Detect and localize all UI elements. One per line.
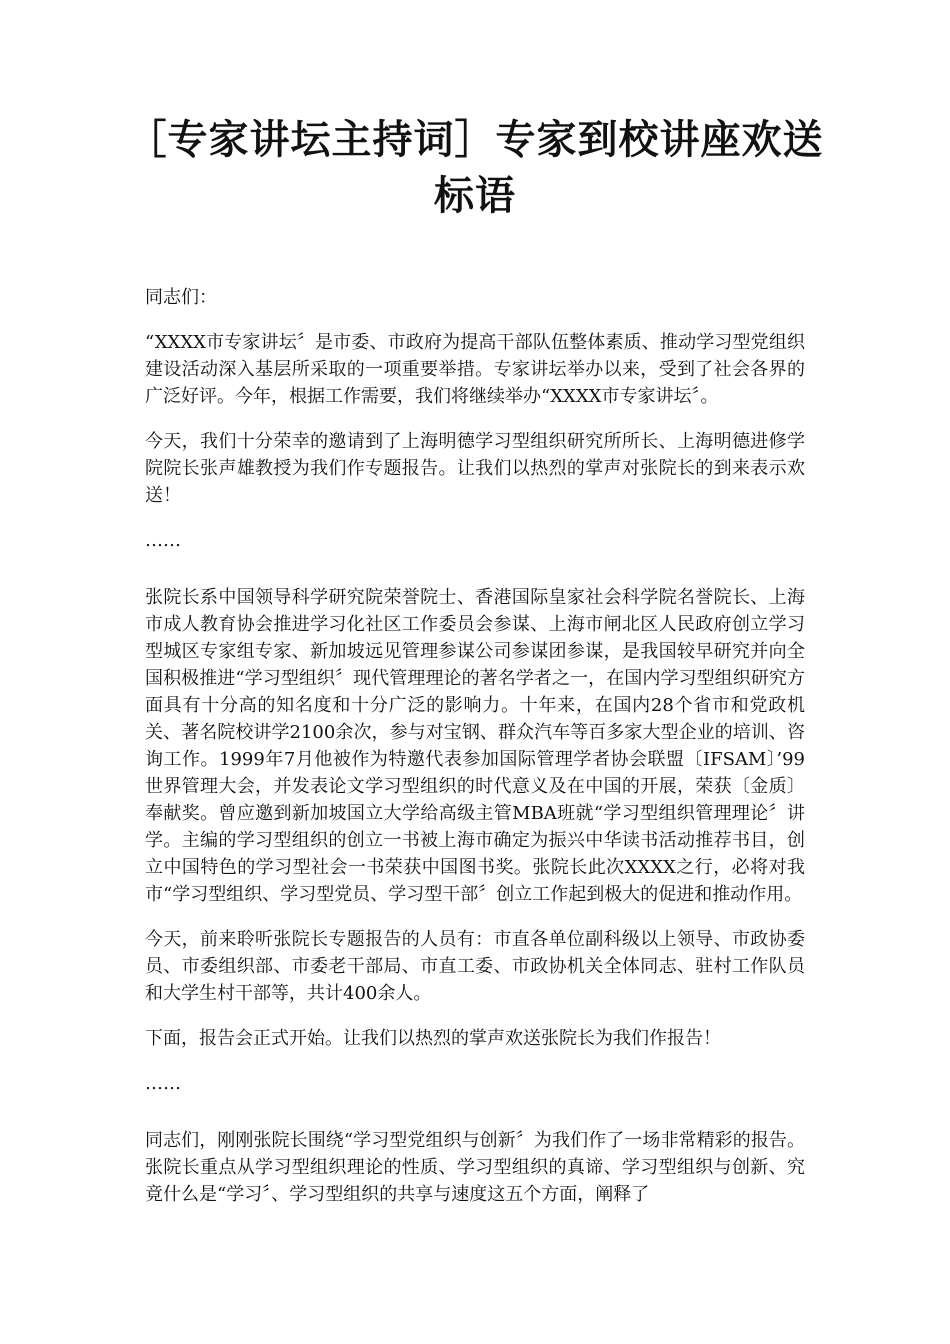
- salutation: 同志们：: [145, 287, 217, 308]
- document-body: [145, 284, 805, 1226]
- paragraph-intro: “XXXX市专家讲坛〞是市委、市政府为提高干部队伍整体素质、推动学习型党组织建设活动深入基层所采取的一项重要举措。专家讲坛举办以来，受到了社会各界的广泛好评。今年，根据工作需要，我们将继续举办“XXXX市专家讲坛〞。: [145, 332, 805, 407]
- paragraph-attendees: 今天，前来聆听张院长专题报告的人员有：市直各单位副科级以上领导、市政协委员、市委组织部、市委老干部局、市直工委、市政协机关全体同志、驻村工作队员和大学生村干部等，共计400余人。: [145, 929, 805, 1004]
- paragraph-start: 下面，报告会正式开始。让我们以热烈的掌声欢送张院长为我们作报告！: [145, 1028, 721, 1049]
- ellipsis-separator: ……: [145, 530, 181, 551]
- ellipsis-separator: ……: [145, 1073, 181, 1094]
- paragraph-biography: 张院长系中国领导科学研究院荣誉院士、香港国际皇家社会科学院名誉院长、上海市成人教育协会推进学习化社区工作委员会参谋、上海市闸北区人民政府创立学习型城区专家组专家、新加坡远见管理参谋公司参谋团参谋，是我国较早研究并向全国积极推进“学习型组织〞现代管理理论的著名学者之一，在国内学习型组织研究方面具有十分高的知名度和十分广泛的影响力。十年来，在国内28个省市和党政机关、著名院校讲学2100余次，参与对宝钢、群众汽车等百多家大型企业的培训、咨询工作。1999年7月他被作为特邀代表参加国际管理学者协会联盟〔IFSAM〕’99世界管理大会，并发表论文学习型组织的时代意义及在中国的开展，荣获〔金质〕奉献奖。曾应邀到新加坡国立大学给高级主管MBA班就“学习型组织管理理论〞讲学。主编的学习型组织的创立一书被上海市确定为振兴中华读书活动推荐书目，创立中国特色的学习型社会一书荣获中国图书奖。张院长此次XXXX之行，必将对我市“学习型组织、学习型党员、学习型干部〞创立工作起到极大的促进和推动作用。: [145, 587, 805, 905]
- paragraph-welcome: 今天，我们十分荣幸的邀请到了上海明德学习型组织研究所所长、上海明德进修学院院长张声雄教授为我们作专题报告。让我们以热烈的掌声对张院长的到来表示欢送！: [145, 431, 805, 506]
- paragraph-closing: 同志们，刚刚张院长围绕“学习型党组织与创新〞为我们作了一场非常精彩的报告。张院长重点从学习型组织理论的性质、学习型组织的真谛、学习型组织与创新、究竟什么是“学习〞、学习型组织的共享与速度这五个方面，阐释了: [145, 1130, 805, 1205]
- document-title: ［专家讲坛主持词］专家到校讲座欢送标语: [126, 116, 824, 219]
